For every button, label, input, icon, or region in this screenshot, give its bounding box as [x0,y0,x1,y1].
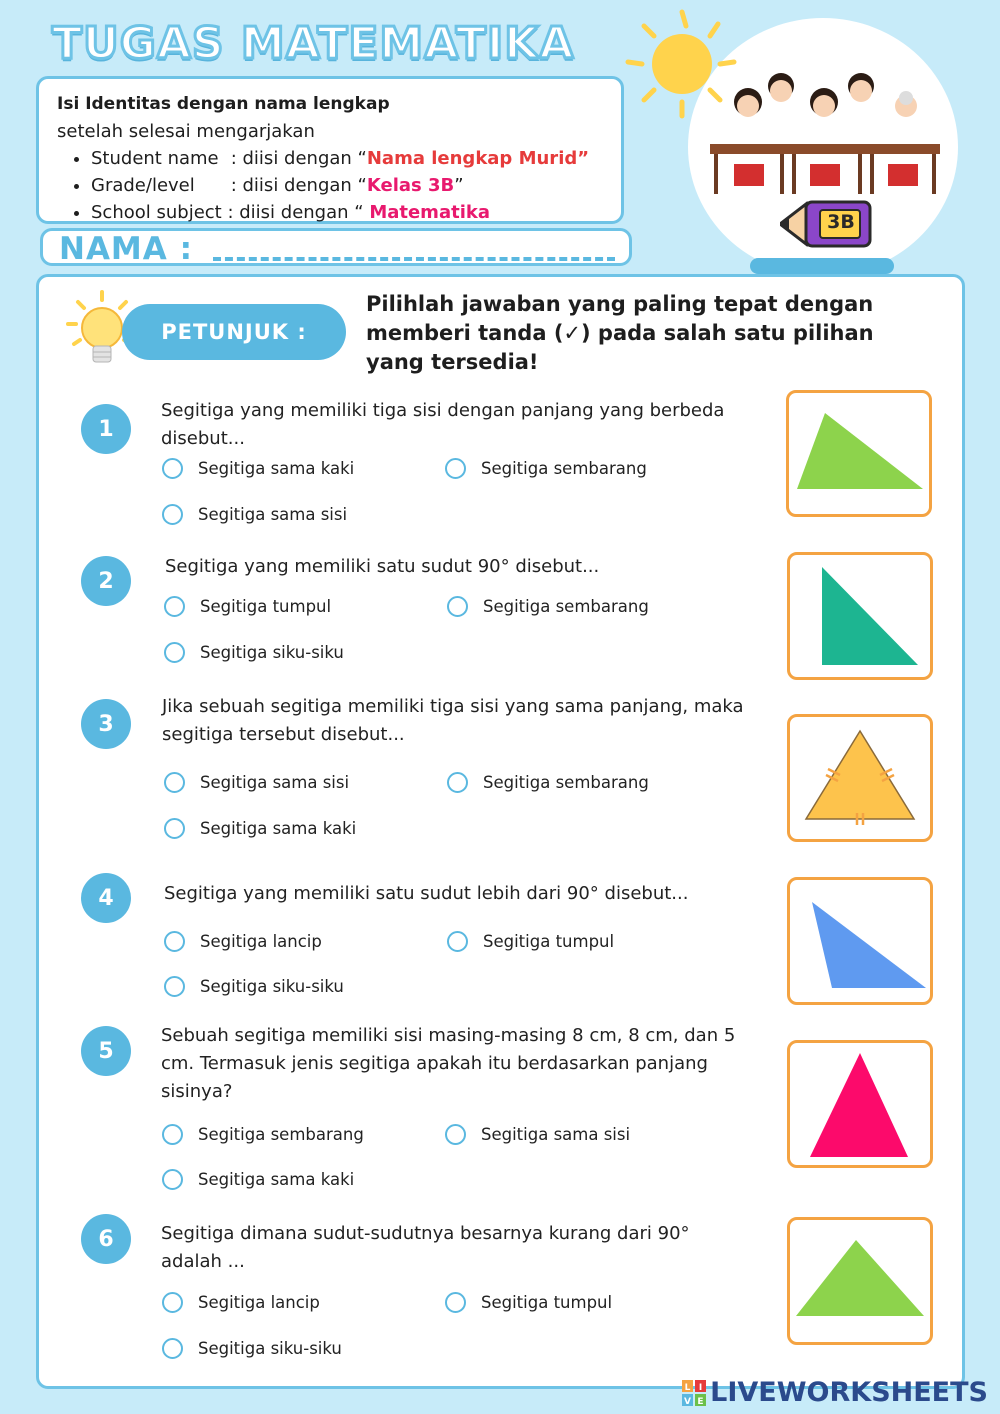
option-label: Segitiga sama sisi [200,773,350,792]
question-number: 1 [81,404,131,454]
obtuse-triangle-shape [812,902,926,988]
triangle-image-4 [787,877,933,1005]
identity-heading: Isi Identitas dengan nama lengkap [57,94,390,114]
name-input-line[interactable] [213,257,615,261]
option-label: Segitiga sama kaki [200,819,357,838]
answer-option[interactable] [164,818,356,839]
radio-button[interactable] [447,772,468,793]
liveworksheets-logo [682,1377,988,1408]
identity-middle: : diisi dengan “ [225,148,367,169]
identity-value: Kelas 3B [366,175,455,196]
identity-middle: : diisi dengan “ [221,202,370,223]
class-badge-pencil [780,198,872,250]
answer-option[interactable] [162,1292,320,1313]
radio-button[interactable] [164,931,185,952]
option-label: Segitiga tumpul [483,932,615,951]
logo-letter: I [698,1382,703,1393]
answer-option[interactable] [445,1292,612,1313]
option-label: Segitiga tumpul [200,597,332,616]
option-label: Segitiga siku-siku [200,977,344,996]
radio-button[interactable] [164,976,185,997]
radio-button[interactable] [164,818,185,839]
question-text: Segitiga yang memiliki satu sudut lebih dari 90° disebut... [164,883,689,904]
answer-option[interactable] [445,458,647,479]
identity-item-student-name [91,145,603,172]
radio-button[interactable] [162,1124,183,1145]
question-text: Jika sebuah segitiga memiliki tiga sisi yang sama panjang, maka segitiga tersebut disebut... [162,696,744,745]
radio-button[interactable] [447,596,468,617]
answer-option[interactable] [447,596,649,617]
answer-option[interactable] [164,931,322,952]
answer-option[interactable] [447,931,614,952]
equilateral-triangle-shape [806,731,914,819]
triangle-image-3 [787,714,933,842]
radio-button[interactable] [445,1292,466,1313]
option-label: Segitiga sembarang [483,773,649,792]
radio-button[interactable] [162,1292,183,1313]
radio-button[interactable] [447,931,468,952]
option-label: Segitiga sembarang [483,597,649,616]
answer-option[interactable] [445,1124,630,1145]
option-label: Segitiga sama kaki [198,459,355,478]
option-label: Segitiga siku-siku [198,1339,342,1358]
question-text: Segitiga yang memiliki tiga sisi dengan panjang yang berbeda disebut... [161,400,725,449]
radio-button[interactable] [162,458,183,479]
identity-middle: : diisi dengan “ [225,175,367,196]
answer-option[interactable] [162,1169,354,1190]
identity-instructions-box [36,76,624,224]
option-label: Segitiga tumpul [481,1293,613,1312]
question-number: 2 [81,556,131,606]
liveworksheets-logo-icon [682,1380,706,1406]
radio-button[interactable] [164,772,185,793]
question-text: Sebuah segitiga memiliki sisi masing-masing 8 cm, 8 cm, dan 5 cm. Termasuk jenis segitiga apakah itu berdasarkan panjang sisinya? [161,1025,736,1102]
name-label: NAMA : [59,231,193,267]
option-label: Segitiga sembarang [198,1125,364,1144]
answer-option[interactable] [164,642,344,663]
question-text: Segitiga yang memiliki satu sudut 90° disebut... [165,556,600,577]
brand-name: LIVEWORKSHEETS [710,1377,988,1408]
option-label: Segitiga siku-siku [200,643,344,662]
triangle-image-6 [787,1217,933,1345]
triangle-image-1 [786,390,932,517]
logo-letter: V [684,1396,692,1406]
answer-option[interactable] [164,772,349,793]
logo-letter: L [684,1382,691,1393]
question-number: 3 [81,699,131,749]
answer-option[interactable] [164,596,331,617]
identity-tail: ” [454,175,464,196]
answer-option[interactable] [164,976,344,997]
identity-label: Student name [91,148,219,169]
worksheet-title: TUGAS MATEMATIKA [52,18,575,69]
identity-list [57,145,603,226]
identity-label: School subject [91,202,222,223]
logo-letter: E [697,1396,704,1406]
instructions-badge: PETUNJUK : [122,304,346,360]
question-text: Segitiga dimana sudut-sudutnya besarnya kurang dari 90° adalah ... [161,1223,690,1272]
instructions-text: Pilihlah jawaban yang paling tepat dengan memberi tanda (✓) pada salah satu pilihan yang tersedia! [366,292,874,374]
answer-option[interactable] [447,772,649,793]
class-badge-label: 3B [827,211,855,233]
answer-option[interactable] [162,504,347,525]
identity-label: Grade/level [91,175,195,196]
triangle-image-5 [787,1040,933,1168]
radio-button[interactable] [162,504,183,525]
right-triangle-shape [822,567,918,665]
radio-button[interactable] [445,1124,466,1145]
radio-button[interactable] [445,458,466,479]
option-label: Segitiga sama sisi [198,505,348,524]
identity-value: Nama lengkap Murid” [366,148,590,169]
scalene-triangle-shape [797,413,923,489]
identity-value: Matematika [369,202,490,223]
acute-triangle-shape [796,1240,924,1316]
radio-button[interactable] [164,642,185,663]
question-number: 5 [81,1026,131,1076]
triangle-image-2 [787,552,933,680]
option-label: Segitiga lancip [200,932,322,951]
students-illustration [706,64,942,200]
answer-option[interactable] [162,458,354,479]
answer-option[interactable] [162,1124,364,1145]
illustration-base [750,258,894,274]
identity-subheading: setelah selesai mengarjakan [57,121,315,142]
question-number: 6 [81,1214,131,1264]
name-field[interactable] [40,228,632,266]
radio-button[interactable] [162,1338,183,1359]
radio-button[interactable] [162,1169,183,1190]
option-label: Segitiga sembarang [481,459,647,478]
isosceles-triangle-shape [810,1053,908,1157]
option-label: Segitiga sama kaki [198,1170,355,1189]
question-number: 4 [81,873,131,923]
option-label: Segitiga lancip [198,1293,320,1312]
identity-item-grade [91,172,603,199]
option-label: Segitiga sama sisi [481,1125,631,1144]
identity-item-subject [91,199,603,226]
answer-option[interactable] [162,1338,342,1359]
radio-button[interactable] [164,596,185,617]
